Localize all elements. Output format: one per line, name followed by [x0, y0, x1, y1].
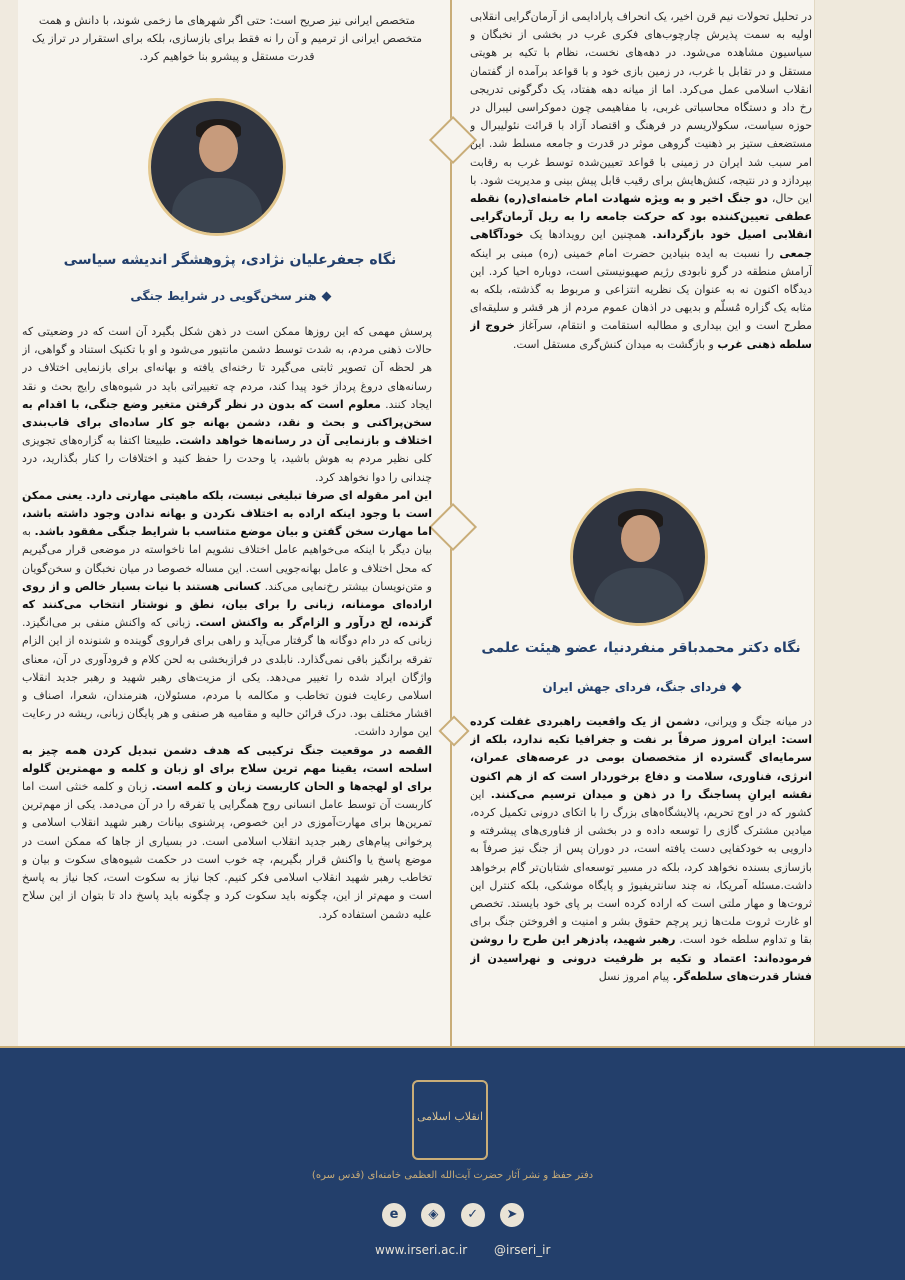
bold-text: این امر مقوله ای صرفا تبلیغی نیست، بلکه ماهیتی مهارتی دارد. یعنی ممکن است با وجود اینکه اراده به اختلاف نکردن و بهانه ندادن وجود داشته باشد، اما مهارت سخن گفتن و بیان موضع متناسب با شرایط جنگی مفقود باشد.: [22, 488, 432, 539]
bale-icon[interactable]: ✓: [461, 1203, 485, 1227]
text: طبیعتا اکتفا به گزاره‌های تجویزی کلی نظیر مردم به هوش باشید، یا وحدت را حفظ کنید و اختلافات را کنار بگذارید، درد چندانی را دوا نخواهد کرد.: [22, 434, 432, 484]
text: پرسش مهمی که این روزها ممکن است در ذهن شکل بگیرد آن است که در وضعیتی که حالات ذهنی مردم، به شدت توسط دشمن مانتیور می‌شود و او با تکنیک استناد و گواهی، از هر لحظه آن تصویر ثابتی می‌گیرد تا رخنه‌ای یافته و بهانه‌ای برای بازنمایی اختلاف در رسانه‌های دروغ پرداز خود پیدا کند، مردم چه تغییراتی باید در شیوه‌های رایج بحث و نقد ایجاد کنند.: [22, 325, 432, 411]
subtitle-text: فردای جنگ، فردای جهش ایران: [542, 680, 727, 694]
social-icons: [382, 1203, 524, 1229]
subtitle-text: هنر سخن‌گویی در شرایط جنگی: [130, 289, 317, 303]
text: زبان و کلمه خنثی است اما کاربست آن توسط عامل انسانی روح همگرایی یا تفرقه را در آن می‌دمد. یکی از مهم‌ترین تمرین‌ها برای مهارت‌آموزی در این خصوص، پرشنوی بیانات رهبر شهید انقلاب اسلامی و پرخوانی پیام‌های رهبر جدید انقلاب اسلامی است. در بسیاری از جاها که ممکن است در موضع پاسخ یا واکنش قرار بگیریم، چه خوب است در حکمت شیوه‌های سکوت و بیان و تخاطب رهبر شهید انقلاب اسلامی فکر کنیم. کجا نیاز به سکوت است، کجا نیاز به پاسخ است و مهم‌تر از این، چگونه باید سکوت کرد و چگونه باید پاسخ داد تا بتوان از این سلاح علیه دشمن استفاده کرد.: [22, 780, 432, 921]
bullet-icon: [321, 292, 331, 302]
author-portrait-monfarednia: [570, 488, 708, 626]
footer-border: [0, 1046, 905, 1048]
portrait-face: [199, 125, 239, 173]
bold-text: کسانی هستند با نیات بسیار خالص و از روی اراده‌ای مومنانه، زبانی را برای بیان، نطق و نوشتار انتخاب می‌کنند که گزنده، لج درآور و الزام‌گر به واکنش است.: [22, 579, 432, 630]
bold-text: خروج از سلطه ذهنی غرب: [470, 319, 812, 351]
bold-text: دشمن از یک واقعیت راهبردی غفلت کرده است: ایران امروز صرفاً بر نفت و جغرافیا تکیه ندارد، بلکه از سرمایه‌ای گسترده از متخصصان بومی در عرصه‌های عمران، انرژی، فناوری، سلامت و دفاع برخوردار است که از هم اکنون نقشه ایرانِ پساجنگ را در ذهن و میدان ترسیم می‌کنند.: [470, 715, 812, 801]
left-intro: [22, 12, 432, 67]
bold-text: دو جنگ اخیر و به ویژه شهادت امام خامنه‌ای(ره) نقطه عطفی تعیین‌کننده بود که حرکت جامعه را به ریل آرمان‌گرایی انقلابی اصیل خود بازگرداند.: [470, 192, 812, 242]
text: در تحلیل تحولات نیم قرن اخیر، یک انحراف پارادایمی از آرمان‌گرایی انقلابی اولیه به سمت پذیرش چارچوب‌های فکری غرب در بخشی از نخبگان و سیاسیون مشاهده می‌شود. در دهه‌های نخست، نظام با تکیه بر هویتی مستقل و در تقابل با غرب، در زمین بازی خود و با قواعد برآمده از گفتمان انقلاب اسلامی عمل می‌کرد. اما از میانه دهه هفتاد، یک دگرگونی تدریجی رخ داد و دستگاه محاسباتی غربی، با مفاهیمی چون دموکراسی لیبرال در حوزه سیاست، سکولاریسم در فرهنگ و اقتصاد آزاد با قرائت نئولیبرال و مستضعف ستیز بر ذهنیت گروهی موثر در قدرت و جامعه مسلط شد. این امر سبب شد ایران در زمینی با قواعد تعیین‌شده توسط غرب به رقابت بپردازد و در نتیجه، کنش‌هایش برای رقیب قابل پیش بینی و مدیریت شود. با این حال،: [470, 10, 812, 206]
portrait-body: [172, 178, 262, 236]
text: این کشور که در اوج تحریم، پالایشگاه‌های بزرگ را با اتکای درونی تکمیل کرده، میادین مشترک گازی را توسعه داده و در بخشی از فناوری‌های پیشرفته و دارویی به خودکفایی دست یافته است، در دوران پس از جنگ نیز صرفاً به بازسازی بسنده نخواهد کرد، بلکه در مسیر توسعه‌ای شتابان‌تر گام برخواهد داشت.مسئله آمریکا، نه چند سانتریفیوژ و پایگاه موشکی، بلکه کنترل این ثروت‌ها و مهار ملتی است که اراده کرده است بر پای خود بایستد. تخصص او غارت ثروت ملت‌ها زیر پرچم حقوق بشر و امنیت و افروختن جنگ برای بقا و تداوم سلطه خود است.: [470, 787, 812, 947]
portrait-body: [594, 568, 684, 626]
telegram-icon[interactable]: ➤: [500, 1203, 524, 1227]
portrait-face: [621, 515, 661, 563]
website-link[interactable]: www.irseri.ac.ir: [375, 1243, 468, 1257]
text: را نسبت به ایده بنیادین حضرت امام خمینی (ره) مبنی بر اینکه آرامش منطقه در گرو نابودی رژیم صهیونیستی است، دوباره احیا کرد. این دیدگاه اکنون نه به عنوان یک نظریه انتزاعی و مربوط به گذشته، بلکه به مثابه یک گزاره مُسلّم و بدیهی در اذهان عموم مردم از هر قشر و سلیقه‌ای مطرح است و این بیداری و مطالبه استقامت و انتقام، سرآغاز: [470, 246, 812, 333]
text: پیام امروز نسل: [598, 969, 670, 983]
rubika-icon[interactable]: ◈: [421, 1203, 445, 1227]
bold-text: معلوم است که بدون در نظر گرفتن متغیر وضع جنگی، با اقدام به سخن‌پراکنی و بحث و نقد، دشمن بهانه جو کار ساده‌ای برای قاب‌بندی اختلاف و بازنمایی آن در رسانه‌ها خواهد داشت.: [22, 397, 432, 448]
social-handle[interactable]: @irseri_ir: [494, 1243, 551, 1257]
author-name-monfarednia: نگاه دکتر محمدباقر منفردنیا، عضو هیئت علمی: [481, 640, 801, 656]
paragraph: [22, 742, 432, 924]
institute-logo: [412, 1080, 488, 1160]
bullet-icon: [731, 683, 741, 693]
text: و بازگشت به میدان کنش‌گری مستقل است.: [512, 337, 714, 351]
intro-paragraph: متخصص ایرانی نیز صریح است: حتی اگر شهرهای ما زخمی شوند، با دانش و همت متخصص ایرانی از ترمیم و آن را نه فقط برای بازسازی، بلکه برای استقرار در تراز یک قدرت مستقل و پیشرو بنا خواهیم کرد.: [31, 14, 423, 64]
section-subtitle-left: [40, 289, 420, 303]
paragraph: [470, 8, 812, 354]
paragraph: [470, 713, 812, 986]
right-article-body-bottom: [470, 713, 812, 1039]
paragraph: [22, 487, 432, 742]
bold-text: القصه در موقعیت جنگ ترکیبی که هدف دشمن تبدیل کردن همه چیز به اسلحه است، یقینا مهم ترین سلاح برای او زبان و کلمه و مهمترین گلوله برای او لهجه‌ها و الحان کاربست زبان و کلمه است.: [22, 743, 432, 794]
footer-caption: دفتر حفظ و نشر آثار حضرت آیت‌الله العظمی خامنه‌ای (قدس سره): [311, 1170, 594, 1181]
text: به بیان دیگر با اینکه می‌خواهیم عامل اختلاف نشویم اما ناخواسته در موضعی قرار می‌گیریم که محل اختلاف و عامل بهانه‌جویی است. این مساله خصوصا در میان نخبگان و سخن‌گویان و متن‌نویسان بیشتر رخ‌نمایی می‌کند.: [22, 525, 432, 593]
eitaa-icon[interactable]: e: [382, 1203, 406, 1227]
author-name-alian: نگاه جعفرعلیان نژادی، پژوهشگر اندیشه سیاسی: [63, 252, 397, 268]
left-article-body: [22, 323, 432, 1043]
author-portrait-alian: [148, 98, 286, 236]
left-ornament: [0, 0, 18, 1046]
right-article-body-top: [470, 8, 812, 484]
text: زبانی که واکنش منفی بر می‌انگیزد. زبانی که در دام دوگانه ها گرفتار می‌آید و راهی برای فراروی گوینده و شنونده از این الزام تفرقه برانگیز باقی نمی‌گذارد. نابلدی در فرازبخشی به لحن کلام و فرودآوری در آن، معنای واژگان ایراد شده را تغییر می‌دهد. یکی از مزیت‌های رهبر شهید و رهبر جدید انقلاب اسلامی رعایت فنون تخاطب و مکالمه با مردم، مسئولان، هنرمندان، شعرا، اصناف و اقشار مختلف بود. درک قرائن حالیه و مقامیه هر صنفی و هر پایگان زبانی، ریشه در رعایت این موارد داشت.: [22, 616, 432, 739]
text: همچنین این رویدادها یک: [529, 228, 647, 242]
section-subtitle-right: [470, 680, 812, 694]
bold-text: خودآگاهی جمعی: [470, 228, 812, 260]
bold-text: رهبر شهید، پادزهر این طرح را روشن فرموده‌اند: اعتماد و تکیه بر ظرفیت درونی و نهراسیدن از فشار قدرت‌های سلطه‌گر.: [470, 933, 812, 983]
paragraph: [22, 323, 432, 487]
right-ornament-strip: [814, 0, 905, 1046]
text: در میانه جنگ و ویرانی،: [704, 715, 812, 728]
logo-calligraphy: انقلاب اسلامی: [417, 1110, 483, 1123]
